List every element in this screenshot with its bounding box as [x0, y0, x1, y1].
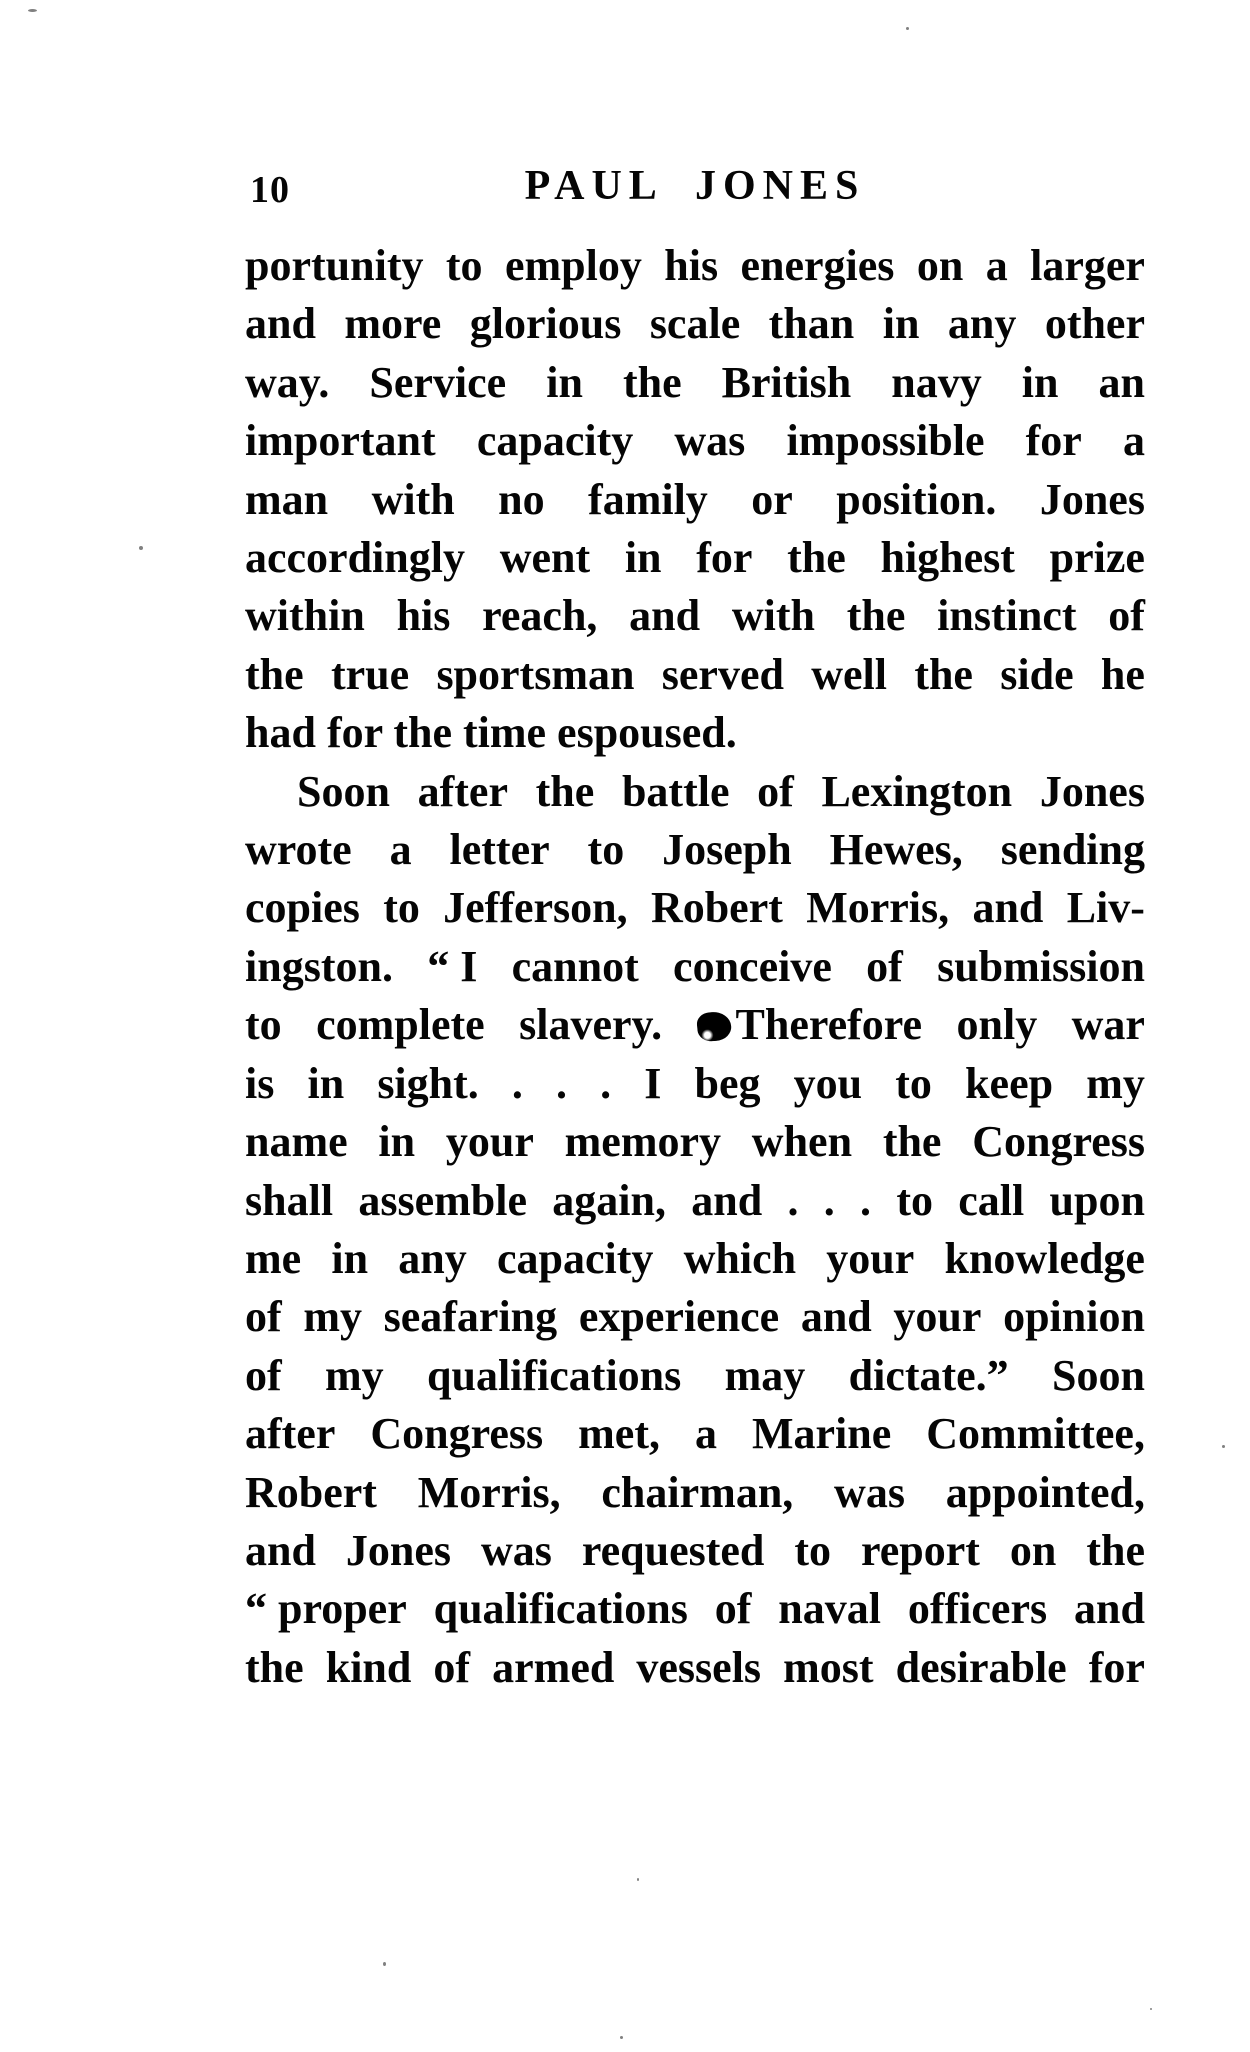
word: Service: [369, 357, 507, 407]
word: you: [793, 1058, 863, 1108]
word: family: [588, 474, 708, 524]
scan-speck: [620, 2036, 623, 2039]
text-line: [245, 821, 1145, 879]
word: Morris,: [806, 883, 950, 933]
word: experience: [578, 1292, 780, 1342]
word: to: [587, 825, 625, 875]
text-line: [245, 237, 1145, 295]
word: Congress: [370, 1409, 544, 1459]
word: only: [956, 1000, 1038, 1050]
text-line: [245, 295, 1145, 353]
word: after: [245, 1409, 336, 1459]
word: qualifications: [433, 1584, 688, 1634]
word: highest: [880, 533, 1015, 583]
text-line: [245, 1580, 1145, 1638]
word: shall: [245, 1175, 334, 1225]
word: slavery.: [519, 1000, 663, 1050]
word: within: [245, 591, 365, 641]
word: a: [389, 825, 412, 875]
word: met,: [578, 1409, 660, 1459]
word: most: [783, 1642, 874, 1692]
word: prize: [1049, 533, 1145, 583]
word: .: [860, 1175, 872, 1225]
word: knowledge: [944, 1233, 1145, 1283]
word: wrote: [245, 825, 352, 875]
word: Jefferson,: [443, 883, 628, 933]
word: .: [787, 1175, 799, 1225]
word: the: [914, 649, 973, 699]
text-line: [245, 1113, 1145, 1171]
word: sending: [1000, 825, 1145, 875]
word: my: [325, 1350, 384, 1400]
word: the: [846, 591, 906, 641]
body-text: [245, 237, 1145, 1697]
word: report: [861, 1525, 980, 1575]
word: my: [303, 1292, 362, 1342]
scan-speck: [906, 27, 909, 30]
word: side: [1000, 649, 1074, 699]
word: armed: [492, 1642, 615, 1692]
word: again,: [552, 1175, 666, 1225]
word: way.: [245, 357, 330, 407]
text-line: [245, 763, 1145, 821]
word: employ: [504, 241, 642, 290]
word: Jones: [345, 1525, 452, 1575]
word: more: [344, 299, 442, 349]
word: and: [245, 299, 316, 349]
word: any: [947, 299, 1017, 349]
word: Joseph: [662, 825, 792, 875]
word: after: [417, 766, 508, 816]
word: accordingly: [245, 533, 465, 583]
word: which: [683, 1233, 797, 1283]
word: in: [1021, 357, 1059, 407]
text-line: [245, 529, 1145, 587]
word: “ proper: [245, 1584, 407, 1634]
word: your: [893, 1292, 982, 1342]
text-line: [245, 996, 1145, 1054]
word: copies: [245, 883, 360, 933]
word: Lexington: [821, 766, 1013, 816]
word: to: [445, 241, 483, 290]
word: chairman,: [601, 1467, 794, 1517]
word: Jones: [1039, 766, 1145, 816]
word: and: [1074, 1584, 1145, 1634]
text-line: [245, 938, 1145, 996]
word: a: [1122, 416, 1145, 466]
text-line: [245, 354, 1145, 412]
word: beg: [694, 1058, 761, 1108]
word: served: [661, 649, 784, 699]
word: to: [794, 1525, 832, 1575]
word: his: [664, 241, 719, 290]
word: for: [1088, 1642, 1145, 1692]
word: me: [245, 1233, 302, 1283]
running-head-title: PAUL JONES: [524, 163, 866, 209]
word: position.: [836, 474, 997, 524]
text-line: [245, 879, 1145, 937]
word: appointed,: [945, 1467, 1145, 1517]
word: seafaring: [383, 1292, 558, 1342]
word: Marine: [751, 1409, 892, 1459]
word: my: [1086, 1058, 1145, 1108]
word: .: [600, 1058, 612, 1108]
word: .: [823, 1175, 835, 1225]
word: Congress: [972, 1117, 1145, 1167]
word: to: [895, 1058, 932, 1108]
word: .: [556, 1058, 568, 1108]
word: scale: [649, 299, 741, 349]
word: keep: [965, 1058, 1054, 1108]
word: a: [694, 1409, 717, 1459]
word: the: [787, 533, 846, 583]
word: in: [307, 1058, 345, 1108]
text-line: [245, 1288, 1145, 1346]
word: Morris,: [417, 1467, 561, 1517]
word: battle: [621, 766, 730, 816]
text-line: [245, 471, 1145, 529]
scan-speck: [139, 546, 143, 550]
word: on: [916, 241, 964, 290]
text-line: [245, 1522, 1145, 1580]
word: is: [245, 1058, 275, 1108]
word: Robert: [245, 1467, 377, 1517]
ink-blot-mark: [696, 1011, 732, 1043]
text-line: had for the time espoused.: [245, 708, 737, 758]
word: the: [1086, 1525, 1145, 1575]
text-line: [245, 412, 1145, 470]
word: the: [882, 1117, 942, 1167]
word: .: [511, 1058, 523, 1108]
word: instinct: [937, 591, 1077, 641]
scan-speck: [28, 9, 37, 12]
word: in: [624, 533, 662, 583]
word: submission: [937, 941, 1145, 991]
word: went: [499, 533, 591, 583]
word: your: [445, 1117, 534, 1167]
word: of: [245, 1350, 282, 1400]
page-number: 10: [250, 169, 290, 211]
text-line: [245, 587, 1145, 645]
word: in: [882, 299, 920, 349]
word: of: [866, 941, 903, 991]
word: “ I: [427, 941, 478, 991]
word: he: [1100, 649, 1145, 699]
word: of: [433, 1642, 471, 1692]
word: Liv-: [1066, 883, 1145, 933]
text-line: [245, 646, 1145, 704]
word: his: [396, 591, 451, 641]
word: to: [383, 883, 420, 933]
word: cannot: [511, 941, 639, 991]
word: Jones: [1039, 474, 1145, 524]
word: well: [811, 649, 888, 699]
text-line: [245, 1405, 1145, 1463]
word: qualifications: [427, 1350, 682, 1400]
word: the: [245, 1642, 304, 1692]
word: sportsman: [436, 649, 635, 699]
word: letter: [449, 825, 550, 875]
text-line: [245, 1347, 1145, 1405]
scan-speck: [637, 1878, 639, 1881]
word: kind: [325, 1642, 412, 1692]
word: no: [498, 474, 545, 524]
word: in: [331, 1233, 369, 1283]
word: and: [972, 883, 1044, 933]
word: with: [371, 474, 455, 524]
word: was: [481, 1525, 552, 1575]
word: impossible: [786, 416, 985, 466]
word: to: [896, 1175, 933, 1225]
word: Soon: [1052, 1350, 1145, 1400]
word: on: [1009, 1525, 1057, 1575]
word: British: [721, 357, 852, 407]
word: sight.: [377, 1058, 479, 1108]
word: opinion: [1003, 1292, 1145, 1342]
word: may: [724, 1350, 806, 1400]
word: was: [834, 1467, 905, 1517]
scan-speck: [383, 1962, 386, 1966]
word: was: [674, 416, 746, 466]
word: I: [644, 1058, 662, 1108]
word: complete: [316, 1000, 485, 1050]
word: the: [245, 649, 304, 699]
word: with: [731, 591, 815, 641]
scan-speck: [1222, 1445, 1225, 1448]
word: capacity: [476, 416, 634, 466]
word: in: [546, 357, 583, 407]
word: man: [245, 474, 329, 524]
word: naval: [778, 1584, 881, 1634]
word: Soon: [297, 766, 390, 816]
word: call: [958, 1175, 1025, 1225]
word: reach,: [482, 591, 598, 641]
word: and: [245, 1525, 316, 1575]
text-line: [245, 1230, 1145, 1288]
word: name: [245, 1117, 348, 1167]
word: other: [1044, 299, 1145, 349]
text-line: [245, 1055, 1145, 1113]
word: an: [1098, 357, 1145, 407]
word: of: [757, 766, 794, 816]
word: for: [696, 533, 753, 583]
word: any: [398, 1233, 467, 1283]
word: of: [714, 1584, 752, 1634]
word: vessels: [636, 1642, 762, 1692]
word: larger: [1030, 241, 1145, 290]
word: requested: [581, 1525, 765, 1575]
word: assemble: [358, 1175, 527, 1225]
word: dictate.”: [848, 1350, 1009, 1400]
word: a: [985, 241, 1008, 290]
word: glorious: [469, 299, 622, 349]
word: officers: [907, 1584, 1048, 1634]
word: conceive: [673, 941, 832, 991]
word: upon: [1049, 1175, 1145, 1225]
word: than: [768, 299, 855, 349]
word: energies: [740, 241, 895, 290]
word: and: [691, 1175, 763, 1225]
word: of: [1108, 591, 1145, 641]
word: the: [535, 766, 595, 816]
word: to: [245, 1000, 282, 1050]
word: portunity: [245, 241, 424, 290]
word: Committee,: [926, 1409, 1145, 1459]
word: for: [1025, 416, 1082, 466]
word: memory: [564, 1117, 722, 1167]
scan-speck: [1150, 2008, 1152, 2010]
text-line: [245, 1172, 1145, 1230]
word: desirable: [895, 1642, 1067, 1692]
word: when: [751, 1117, 853, 1167]
text-line: [245, 1639, 1145, 1697]
word: in: [378, 1117, 416, 1167]
word: Therefore: [697, 996, 923, 1054]
word: important: [245, 416, 436, 466]
word: Hewes,: [829, 825, 963, 875]
word: the: [622, 357, 682, 407]
word: navy: [891, 357, 982, 407]
word: war: [1071, 1000, 1145, 1050]
word: Robert: [650, 883, 783, 933]
word: ingston.: [245, 941, 393, 991]
word: or: [751, 474, 793, 524]
word: and: [629, 591, 701, 641]
word: your: [826, 1233, 915, 1283]
word: of: [245, 1292, 282, 1342]
word: true: [330, 649, 410, 699]
word: capacity: [496, 1233, 654, 1283]
word: and: [800, 1292, 872, 1342]
text-line: [245, 1464, 1145, 1522]
